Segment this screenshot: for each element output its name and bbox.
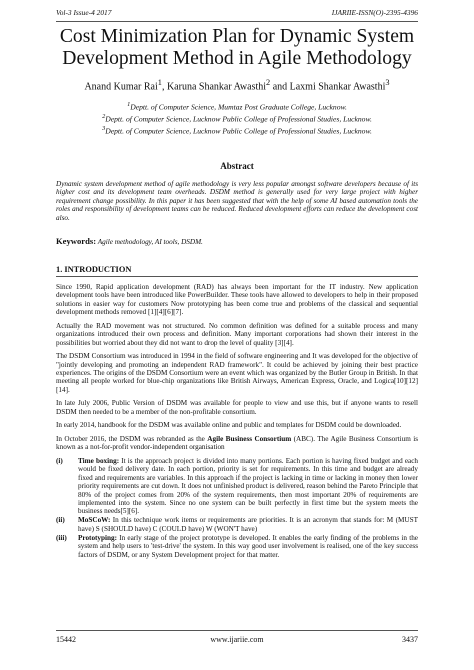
list-item-term: MoSCoW: bbox=[78, 516, 111, 525]
running-header bbox=[56, 8, 418, 20]
header-divider bbox=[56, 21, 418, 22]
paragraph-6: In October 2016, the DSDM was rebranded as the Agile Business Consortium (ABC). The Agile Business Consortium is known as a not-for-profit vendor-independent organisation bbox=[56, 435, 418, 452]
list-item bbox=[56, 534, 418, 559]
author-2-sup: 2 bbox=[266, 78, 271, 87]
paragraph-2: Actually the RAD movement was not structured. No common definition was defined for a suitable process and many organizations introduced their own process and definition. Many important corporations had shown their interest in the possibilities but worried about they did not want to drop the level of quality [3][4]. bbox=[56, 321, 418, 347]
paragraph-1: Since 1990, Rapid application development (RAD) has always been important for the IT industry. New application development tools have been introduced like PowerBuilder. These tools have allowed to developers to help in their proposed solutions in easier way for customers Now prototyping has been come true and problems of the classical and sequential development methods removed [1][4][6][7]. bbox=[56, 283, 418, 317]
keywords bbox=[56, 236, 418, 246]
paper-title bbox=[40, 26, 434, 70]
keywords-text: Agile methodology, AI tools, DSDM. bbox=[96, 238, 203, 246]
author-2: , Karuna Shankar Awasthi bbox=[161, 81, 267, 93]
list-item bbox=[56, 457, 418, 516]
footer-paper-id: 15442 bbox=[56, 635, 76, 644]
list-item bbox=[56, 516, 418, 533]
list-item-number: (ii) bbox=[56, 516, 65, 525]
introduction-body bbox=[56, 283, 418, 559]
list-item-number: (iii) bbox=[56, 533, 67, 542]
running-footer bbox=[56, 635, 418, 647]
title-line-2: Development Method in Agile Methodology bbox=[62, 48, 412, 69]
abc-name: Agile Business Consortium bbox=[207, 435, 292, 444]
technique-list bbox=[56, 457, 418, 559]
author-list bbox=[40, 78, 434, 92]
footer-page-number: 3437 bbox=[402, 635, 418, 644]
affiliation-2: $^2$Deptt. of Computer Science, Lucknow Public College of Professional Studies, Lucknow. bbox=[102, 113, 372, 124]
footer-divider bbox=[56, 630, 418, 631]
list-item-text: In early stage of the project prototype is developed. It enables the early finding of the problems in the system and help users to 'test-drive' the system. In this way good user involvement is realised, one of the key success factors of DSDM, or any System Development project for that matter. bbox=[78, 533, 418, 559]
author-3: and Laxmi Shankar Awasthi bbox=[270, 81, 386, 93]
paragraph-3: The DSDM Consortium was introduced in 1994 in the field of software engineering and It was developed for the objective of "jointly developing and promoting an independent RAD framework". It could be achieved by joining their best practice experiences. The origins of the DSDM Consortium were an event which was organized by the Butler Group in British. In that meeting all people worked for blue-chip organizations like British Airways, American Express, Oracle, and Logica[10][12][14]. bbox=[56, 352, 418, 394]
paragraph-4: In late July 2006, Public Version of DSDM was available for people to view and use this, but if anyone wants to resell DSDM then needed to be a member of the non-profitable consortium. bbox=[56, 399, 418, 416]
list-item-term: Time boxing: bbox=[78, 457, 120, 466]
author-1-sup: 1 bbox=[157, 78, 162, 87]
section-divider bbox=[56, 276, 418, 277]
list-item-term: Prototyping: bbox=[78, 533, 117, 542]
abstract-text: Dynamic system development method of agile methodology is very less popular amongst software developers because of its higher cost and its development team overheads. DSDM method is generally used for very large project with higher requirement change possibility. In this paper it has been suggested that with the help of some AI based automation tools the roles and responsibility of development teams can be reduced. Reduced development efforts can reduce the development cost also. bbox=[56, 180, 418, 222]
footer-website: www.ijariie.com bbox=[210, 635, 264, 644]
paragraph-5: In early 2014, handbook for the DSDM was available online and public and templates for DSDM could be downloaded. bbox=[56, 421, 402, 430]
header-volume: Vol-3 Issue-4 2017 bbox=[56, 8, 112, 17]
affiliation-3: $^3$Deptt. of Computer Science, Lucknow Public College of Professional Studies, Lucknow. bbox=[102, 125, 372, 136]
list-item-text: In this technique work items or requirements are priorities. It is an acronym that stands for: M (MUST have) S (SHOULD have) C (COULD have) W (WON'T have) bbox=[78, 516, 418, 533]
author-3-sup: 3 bbox=[385, 78, 390, 87]
affiliations bbox=[40, 100, 434, 136]
list-item-text: It is the approach project is divided into many portions. Each portion is having fixed budget and each would be fixed delivery date. In each portion, priority is set for requirements. In this time and budget are already fixed and requirements are variables. In this approach if the project is lacking in time or lacking in money then lower priority requirements are cut down. It does not unfinished product is delivered, reason behind the Pareto Principle that 80% of the project comes from 20% of the system requirements, then most important 20% of requirements are implemented into the system. Since no one system can be built perfectly in first time but the system meets the business needs[5][6]. bbox=[78, 457, 418, 516]
section-heading-introduction: 1. INTRODUCTION bbox=[56, 265, 132, 274]
affiliation-1: $^1$Deptt. of Computer Science, Mumtaz Post Graduate College, Lucknow. bbox=[127, 101, 347, 112]
list-item-number: (i) bbox=[56, 457, 63, 466]
title-line-1: Cost Minimization Plan for Dynamic System bbox=[59, 26, 415, 47]
abstract-heading: Abstract bbox=[220, 161, 254, 171]
keywords-label: Keywords: bbox=[56, 236, 97, 246]
header-issn: IJARIIE-ISSN(O)-2395-4396 bbox=[331, 8, 418, 17]
author-1: Anand Kumar Rai bbox=[84, 81, 158, 93]
